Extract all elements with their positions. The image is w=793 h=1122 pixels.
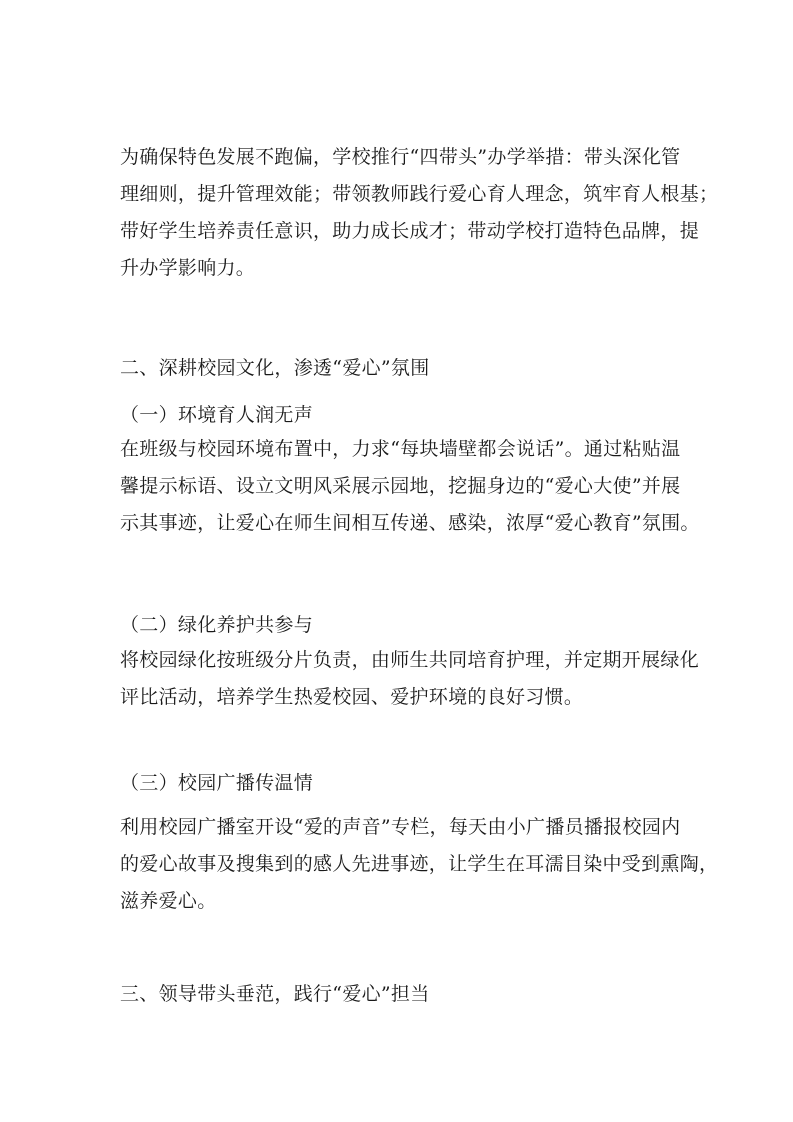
subsection-3-line-2: 的爱心故事及搜集到的感人先进事迹，让学生在耳濡目染中受到熏陶， [120,853,719,875]
intro-line-1: 为确保特色发展不跑偏，学校推行“四带头”办学举措：带头深化管 [120,146,681,168]
subsection-1-line-2: 馨提示标语、设立文明风采展示园地，挖掘身边的“爱心大使”并展 [120,475,681,497]
intro-line-2: 理细则，提升管理效能；带领教师践行爱心育人理念，筑牢育人根基； [120,183,719,205]
subsection-1-title: （一）环境育人润无声 [120,404,314,426]
intro-line-4: 升办学影响力。 [120,257,256,279]
subsection-3-title: （三）校园广播传温情 [120,772,314,794]
intro-line-3: 带好学生培养责任意识，助力成长成才；带动学校打造特色品牌，提 [120,220,700,242]
subsection-3-line-1: 利用校园广播室开设“爱的声音”专栏，每天由小广播员播报校园内 [120,816,681,838]
subsection-2-title: （二）绿化养护共参与 [120,614,314,636]
subsection-1-line-3: 示其事迹，让爱心在师生间相互传递、感染，浓厚“爱心教育”氛围。 [120,512,700,534]
section-2-heading: 二、深耕校园文化，渗透“爱心”氛围 [120,357,430,379]
subsection-1-line-1: 在班级与校园环境布置中，力求“每块墙壁都会说话”。通过粘贴温 [120,438,681,460]
subsection-2-line-1: 将校园绿化按班级分片负责，由师生共同培育护理，并定期开展绿化 [120,649,700,671]
subsection-3-line-3: 滋养爱心。 [120,890,217,912]
subsection-2-line-2: 评比活动，培养学生热爱校园、爱护环境的良好习惯。 [120,686,584,708]
section-3-heading: 三、领导带头垂范，践行“爱心”担当 [120,983,430,1005]
